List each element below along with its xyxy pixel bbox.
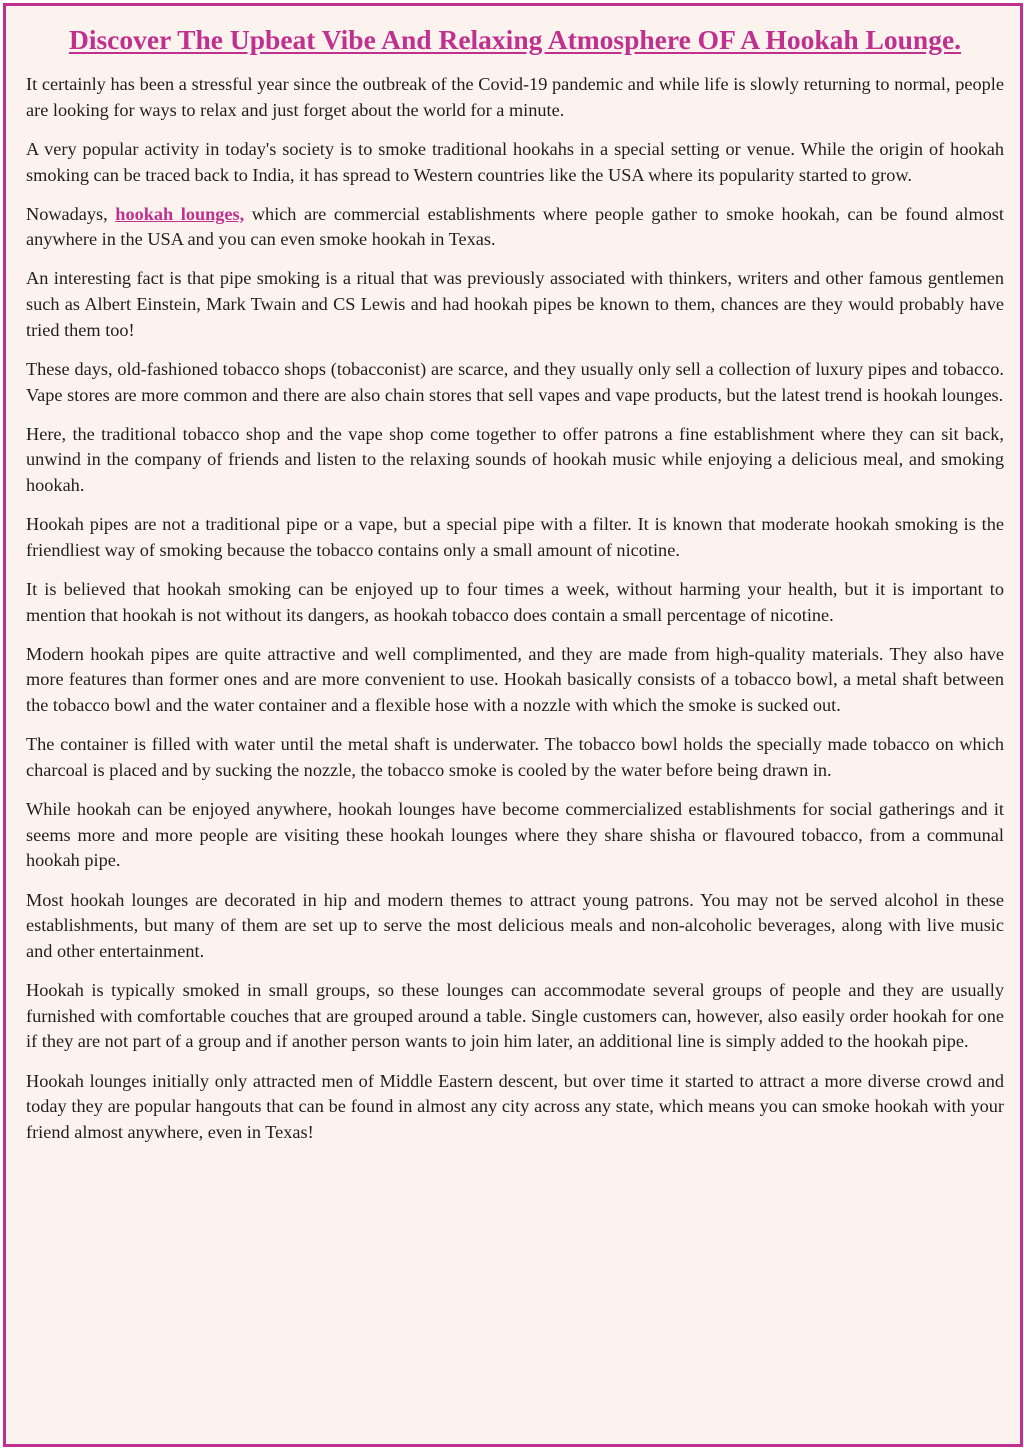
paragraph-7: Hookah pipes are not a traditional pipe or a vape, but a special pipe with a filter. It is known that moderate hookah smoking is the friendliest way of smoking because the tobacco contains only a small amount of nicotine.: [26, 514, 1004, 560]
paragraph-10: The container is filled with water until the metal shaft is underwater. The tobacco bowl holds the specially made tobacco on which charcoal is placed and by sucking the nozzle, the tobacco smoke is cooled by the water before being drawn in.: [26, 734, 1004, 780]
paragraph-2: A very popular activity in today's society is to smoke traditional hookahs in a special setting or venue. While the origin of hookah smoking can be traced back to India, it has spread to Western countries like the USA where its popularity started to grow.: [26, 138, 1004, 185]
paragraph-5: These days, old-fashioned tobacco shops (tobacconist) are scarce, and they usually only sell a collection of luxury pipes and tobacco. Vape stores are more common and there are also chain stores that sell vapes and vape products, but the latest trend is hookah lounges.: [26, 358, 1004, 405]
paragraph-3-rest: which are commercial establishments where people gather to smoke hookah, can be found almost anywhere in the USA and you can even smoke hookah in Texas.: [26, 203, 1004, 250]
paragraph-3-lead: Nowadays,: [26, 203, 116, 224]
paragraph-6: Here, the traditional tobacco shop and the vape shop come together to offer patrons a fine establishment where they can sit back, unwind in the company of friends and listen to the relaxing sounds of hookah music while enjoying a delicious meal, and smoking hookah.: [26, 423, 1004, 496]
paragraph-8: It is believed that hookah smoking can be enjoyed up to four times a week, without harming your health, but it is important to mention that hookah is not without its dangers, as hookah tobacco does contain a small percentage of nicotine.: [26, 578, 1004, 625]
paragraph-3: [26, 202, 1004, 253]
document-page: [3, 3, 1023, 1447]
paragraph-9: Modern hookah pipes are quite attractive and well complimented, and they are made from high-quality materials. They also have more features than former ones and are more convenient to use. Hookah basically consists of a tobacco bowl, a metal shaft between the tobacco bowl and the water container and a flexible hose with a nozzle with which the smoke is sucked out.: [26, 643, 1004, 716]
paragraph-1: It certainly has been a stressful year since the outbreak of the Covid-19 pandemic and while life is slowly returning to normal, people are looking for ways to relax and just forget about the world for a minute.: [26, 74, 1004, 120]
page-title: Discover The Upbeat Vibe And Relaxing Atmosphere OF A Hookah Lounge.: [68, 24, 962, 55]
paragraph-12: Most hookah lounges are decorated in hip and modern themes to attract young patrons. You may not be served alcohol in these establishments, but many of them are set up to serve the most delicious meals and non-alcoholic beverages, along with live music and other entertainment.: [26, 889, 1004, 961]
hookah-lounges-link[interactable]: hookah lounges,: [115, 203, 245, 224]
paragraph-11: While hookah can be enjoyed anywhere, hookah lounges have become commercialized establishments for social gatherings and it seems more and more people are visiting these hookah lounges where they share shisha or flavoured tobacco, from a communal hookah pipe.: [26, 799, 1004, 871]
paragraph-14: Hookah lounges initially only attracted men of Middle Eastern descent, but over time it started to attract a more diverse crowd and today they are popular hangouts that can be found in almost any city across any state, which means you can smoke hookah with your friend almost anywhere, even in Texas!: [26, 1070, 1004, 1142]
article-body: [26, 24, 1004, 1159]
paragraph-4: An interesting fact is that pipe smoking is a ritual that was previously associated with thinkers, writers and other famous gentlemen such as Albert Einstein, Mark Twain and CS Lewis and had hookah pipes be known to them, chances are they would probably have tried them too!: [26, 268, 1004, 340]
paragraph-13: Hookah is typically smoked in small groups, so these lounges can accommodate several groups of people and they are usually furnished with comfortable couches that are grouped around a table. Single customers can, however, also easily order hookah for one if they are not part of a group and if another person wants to join him later, an additional line is simply added to the hookah pipe.: [26, 980, 1004, 1052]
